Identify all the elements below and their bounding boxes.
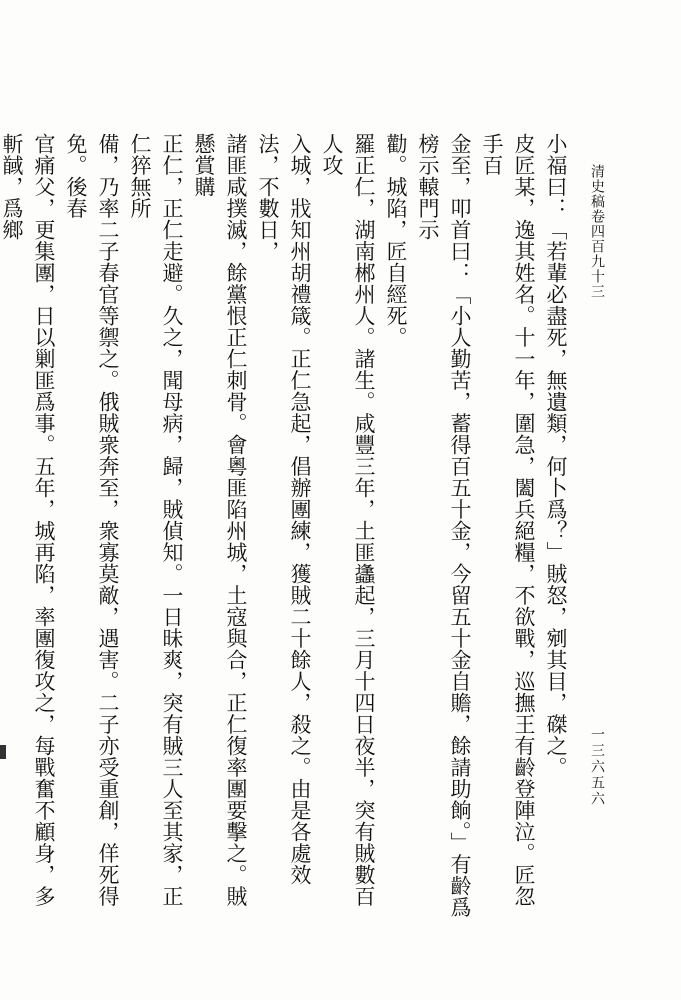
- body-text: [0, 133, 572, 923]
- text-column-7: 諸匪咸撲滅，餘黨恨正仁刺骨。會粵匪陷州城，土寇與合，正仁復率團要擊之。賊懸賞購: [192, 133, 248, 907]
- page-edge-mark: [0, 745, 6, 759]
- text-column-8: 正仁，正仁走避。久之，聞母病，歸，賊偵知。一日昧爽，突有賊三人至其家，正仁猝無所: [128, 133, 184, 907]
- page-number: 一三六五六: [589, 727, 605, 807]
- text-column-1: 小福曰：「若輩必盡死，無遺類，何卜爲？」賊怒，剜其目，磔之。: [544, 133, 568, 778]
- text-column-2: 皮匠某，逸其姓名。十一年，圍急，闔兵絕糧，不欲戰，巡撫王有齡登陣泣。匠忽手百: [480, 133, 536, 907]
- text-column-9: 備，乃率二子春官等禦之。俄賊衆奔至，衆寡莫敵，遇害。二子亦受重創，佯死得免。後春: [64, 133, 120, 907]
- text-column-6: 入城，戕知州胡禮箴。正仁急起，倡辦團練，獲賊二十餘人，殺之。由是各處效法，不數日，: [256, 133, 312, 886]
- text-column-3: 金至，叩首曰：「小人勤苦，蓄得百五十金，今留五十金自贍，餘請助餉。」有齡爲榜示轅門示: [416, 133, 472, 918]
- text-column-4: 勸。城陷，匠自經死。: [384, 133, 408, 348]
- running-header-title: 清史稿卷四百九十三: [589, 164, 605, 299]
- text-column-5: 羅正仁，湖南郴州人。諸生。咸豐三年，土匪蠭起，三月十四日夜半，突有賊數百人攻: [320, 133, 376, 907]
- text-column-10: 官痛父，更集團，日以剿匪爲事。五年，城再陷，率團復攻之，每戰奮不顧身，多斬馘，爲鄉: [0, 133, 56, 907]
